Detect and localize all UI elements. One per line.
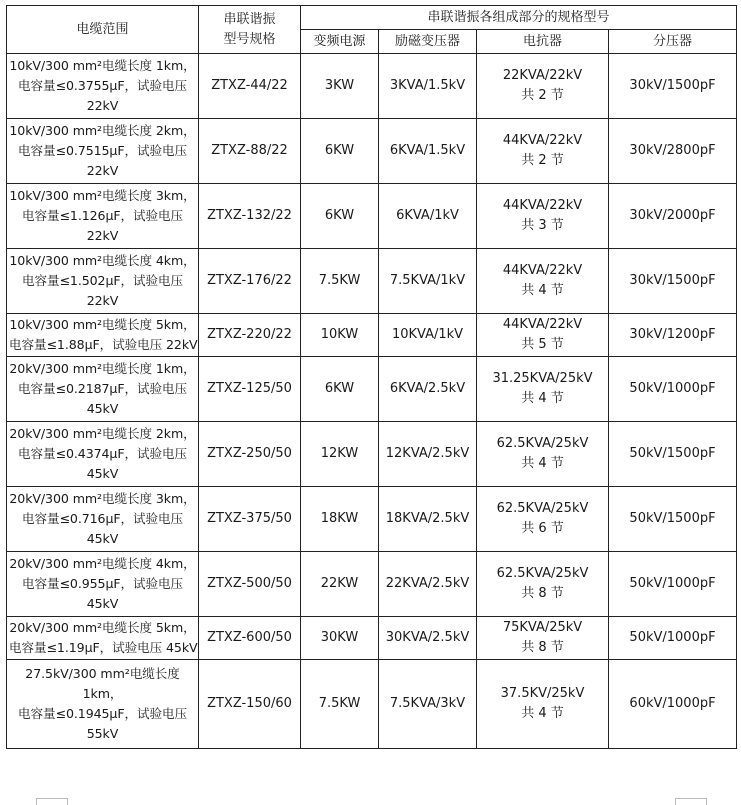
cable-range-line: 20kV/300 mm²电缆长度 3km， bbox=[9, 491, 196, 506]
cell-reactor bbox=[477, 660, 609, 749]
reactor-line: 共 5 节 bbox=[521, 337, 564, 352]
cell-model: ZTXZ-132/22 bbox=[199, 184, 301, 249]
cable-range-line: 45kV bbox=[86, 466, 119, 481]
cable-range-line: 22kV bbox=[86, 163, 119, 178]
cable-range-line: 22kV bbox=[86, 293, 119, 308]
reactor-line: 44KVA/22kV bbox=[502, 263, 583, 278]
cell-reactor bbox=[477, 357, 609, 422]
reactor-line: 62.5KVA/25kV bbox=[496, 501, 589, 516]
header-model-line1: 串联谐振 bbox=[223, 11, 276, 27]
cell-divider: 50kV/1500pF bbox=[609, 422, 737, 487]
reactor-line: 共 4 节 bbox=[521, 391, 564, 406]
table-row bbox=[7, 119, 737, 184]
cell-cable-range bbox=[7, 249, 199, 314]
cell-reactor bbox=[477, 617, 609, 660]
header-components: 串联谐振各组成部分的规格型号 bbox=[301, 6, 737, 30]
cable-range-line: 45kV bbox=[86, 531, 119, 546]
cable-range-line: 电容量≤0.1945μF，试验电压 bbox=[18, 706, 187, 721]
cell-divider: 30kV/1500pF bbox=[609, 249, 737, 314]
cell-model: ZTXZ-220/22 bbox=[199, 314, 301, 357]
cell-divider: 30kV/1200pF bbox=[609, 314, 737, 357]
cell-model: ZTXZ-600/50 bbox=[199, 617, 301, 660]
reactor-line: 共 8 节 bbox=[521, 640, 564, 655]
cell-exciter: 6KVA/2.5kV bbox=[379, 357, 477, 422]
cell-model: ZTXZ-44/22 bbox=[199, 54, 301, 119]
cell-model: ZTXZ-88/22 bbox=[199, 119, 301, 184]
cell-model: ZTXZ-500/50 bbox=[199, 552, 301, 617]
cable-range-line: 1km， bbox=[82, 686, 123, 701]
reactor-line: 31.25KVA/25kV bbox=[492, 371, 593, 386]
cell-reactor bbox=[477, 249, 609, 314]
reactor-line: 37.5KV/25kV bbox=[500, 686, 585, 701]
cable-range-line: 20kV/300 mm²电缆长度 4km， bbox=[9, 556, 196, 571]
cable-range-line: 20kV/300 mm²电缆长度 2km， bbox=[9, 426, 196, 441]
cell-divider: 50kV/1000pF bbox=[609, 617, 737, 660]
header-row-1 bbox=[7, 6, 737, 30]
cell-power: 3KW bbox=[301, 54, 379, 119]
cell-cable-range bbox=[7, 487, 199, 552]
cell-exciter: 7.5KVA/3kV bbox=[379, 660, 477, 749]
cable-range-line: 电容量≤1.19μF，试验电压 45kV bbox=[9, 640, 198, 655]
header-model-line2: 型号规格 bbox=[223, 31, 276, 47]
cell-divider: 50kV/1000pF bbox=[609, 357, 737, 422]
cell-divider: 60kV/1000pF bbox=[609, 660, 737, 749]
table-row bbox=[7, 617, 737, 660]
cell-power: 30KW bbox=[301, 617, 379, 660]
cable-range-line: 45kV bbox=[86, 596, 119, 611]
reactor-line: 44KVA/22kV bbox=[502, 317, 583, 332]
cell-cable-range bbox=[7, 314, 199, 357]
cable-range-line: 20kV/300 mm²电缆长度 1km， bbox=[9, 361, 196, 376]
cable-range-line: 10kV/300 mm²电缆长度 5km， bbox=[9, 317, 196, 332]
cell-power: 7.5KW bbox=[301, 660, 379, 749]
spec-table bbox=[6, 5, 737, 749]
cell-power: 12KW bbox=[301, 422, 379, 487]
cable-range-line: 55kV bbox=[86, 726, 119, 741]
cell-reactor bbox=[477, 422, 609, 487]
cable-range-line: 电容量≤0.955μF，试验电压 bbox=[21, 576, 183, 591]
cell-power: 6KW bbox=[301, 184, 379, 249]
cell-exciter: 30KVA/2.5kV bbox=[379, 617, 477, 660]
cable-range-line: 10kV/300 mm²电缆长度 4km， bbox=[9, 253, 196, 268]
reactor-line: 44KVA/22kV bbox=[502, 133, 583, 148]
cell-model: ZTXZ-125/50 bbox=[199, 357, 301, 422]
table-row bbox=[7, 660, 737, 749]
cell-cable-range bbox=[7, 54, 199, 119]
cell-divider: 50kV/1500pF bbox=[609, 487, 737, 552]
cable-range-line: 电容量≤0.4374μF，试验电压 bbox=[18, 446, 187, 461]
cell-cable-range bbox=[7, 119, 199, 184]
cell-cable-range bbox=[7, 184, 199, 249]
reactor-line: 共 4 节 bbox=[521, 706, 564, 721]
cable-range-line: 10kV/300 mm²电缆长度 3km， bbox=[9, 188, 196, 203]
cable-range-line: 45kV bbox=[86, 401, 119, 416]
reactor-line: 共 6 节 bbox=[521, 521, 564, 536]
page-corner-right bbox=[675, 798, 707, 805]
cell-reactor bbox=[477, 54, 609, 119]
cell-model: ZTXZ-250/50 bbox=[199, 422, 301, 487]
cell-exciter: 3KVA/1.5kV bbox=[379, 54, 477, 119]
header-exciter: 励磁变压器 bbox=[379, 30, 477, 54]
cable-range-line: 电容量≤1.126μF，试验电压 bbox=[21, 208, 183, 223]
cell-cable-range bbox=[7, 617, 199, 660]
header-power: 变频电源 bbox=[301, 30, 379, 54]
cell-divider: 30kV/1500pF bbox=[609, 54, 737, 119]
cell-reactor bbox=[477, 184, 609, 249]
cell-exciter: 7.5KVA/1kV bbox=[379, 249, 477, 314]
table-row bbox=[7, 249, 737, 314]
cable-range-line: 电容量≤0.716μF，试验电压 bbox=[21, 511, 183, 526]
table-row bbox=[7, 54, 737, 119]
header-range: 电缆范围 bbox=[7, 6, 199, 54]
cell-model: ZTXZ-375/50 bbox=[199, 487, 301, 552]
cell-exciter: 12KVA/2.5kV bbox=[379, 422, 477, 487]
header-divider: 分压器 bbox=[609, 30, 737, 54]
cell-cable-range bbox=[7, 422, 199, 487]
table-row bbox=[7, 357, 737, 422]
reactor-line: 共 8 节 bbox=[521, 586, 564, 601]
table-row bbox=[7, 314, 737, 357]
cell-exciter: 6KVA/1.5kV bbox=[379, 119, 477, 184]
reactor-line: 共 2 节 bbox=[521, 88, 564, 103]
cable-range-line: 电容量≤1.502μF，试验电压 bbox=[21, 273, 183, 288]
reactor-line: 共 4 节 bbox=[521, 283, 564, 298]
reactor-line: 共 4 节 bbox=[521, 456, 564, 471]
cable-range-line: 22kV bbox=[86, 228, 119, 243]
reactor-line: 44KVA/22kV bbox=[502, 198, 583, 213]
page-corner-left bbox=[36, 798, 68, 805]
reactor-line: 22KVA/22kV bbox=[502, 68, 583, 83]
cell-cable-range bbox=[7, 660, 199, 749]
cell-power: 10KW bbox=[301, 314, 379, 357]
reactor-line: 62.5KVA/25kV bbox=[496, 566, 589, 581]
cable-range-line: 27.5kV/300 mm²电缆长度 bbox=[25, 666, 180, 681]
reactor-line: 共 3 节 bbox=[521, 218, 564, 233]
table-row bbox=[7, 422, 737, 487]
cell-power: 18KW bbox=[301, 487, 379, 552]
cable-range-line: 电容量≤1.88μF，试验电压 22kV bbox=[9, 337, 198, 352]
cable-range-line: 电容量≤0.7515μF，试验电压 bbox=[18, 143, 187, 158]
cable-range-line: 电容量≤0.2187μF，试验电压 bbox=[18, 381, 187, 396]
cable-range-line: 20kV/300 mm²电缆长度 5km， bbox=[9, 620, 196, 635]
cell-power: 6KW bbox=[301, 357, 379, 422]
header-reactor: 电抗器 bbox=[477, 30, 609, 54]
table-row bbox=[7, 184, 737, 249]
cell-power: 6KW bbox=[301, 119, 379, 184]
cell-exciter: 6KVA/1kV bbox=[379, 184, 477, 249]
cell-power: 22KW bbox=[301, 552, 379, 617]
cell-cable-range bbox=[7, 357, 199, 422]
cell-model: ZTXZ-176/22 bbox=[199, 249, 301, 314]
header-model bbox=[199, 6, 301, 54]
cell-model: ZTXZ-150/60 bbox=[199, 660, 301, 749]
cell-reactor bbox=[477, 552, 609, 617]
reactor-line: 62.5KVA/25kV bbox=[496, 436, 589, 451]
cable-range-line: 10kV/300 mm²电缆长度 1km， bbox=[9, 58, 196, 73]
cell-reactor bbox=[477, 487, 609, 552]
cell-cable-range bbox=[7, 552, 199, 617]
cell-divider: 30kV/2000pF bbox=[609, 184, 737, 249]
cable-range-line: 22kV bbox=[86, 98, 119, 113]
cell-divider: 50kV/1000pF bbox=[609, 552, 737, 617]
table-body bbox=[7, 54, 737, 749]
reactor-line: 共 2 节 bbox=[521, 153, 564, 168]
cell-exciter: 18KVA/2.5kV bbox=[379, 487, 477, 552]
reactor-line: 75KVA/25kV bbox=[502, 620, 583, 635]
table-row bbox=[7, 552, 737, 617]
cell-exciter: 22KVA/2.5kV bbox=[379, 552, 477, 617]
cable-range-line: 10kV/300 mm²电缆长度 2km， bbox=[9, 123, 196, 138]
cell-divider: 30kV/2800pF bbox=[609, 119, 737, 184]
cell-reactor bbox=[477, 119, 609, 184]
cell-reactor bbox=[477, 314, 609, 357]
table-row bbox=[7, 487, 737, 552]
cell-power: 7.5KW bbox=[301, 249, 379, 314]
cable-range-line: 电容量≤0.3755μF，试验电压 bbox=[18, 78, 187, 93]
cell-exciter: 10KVA/1kV bbox=[379, 314, 477, 357]
